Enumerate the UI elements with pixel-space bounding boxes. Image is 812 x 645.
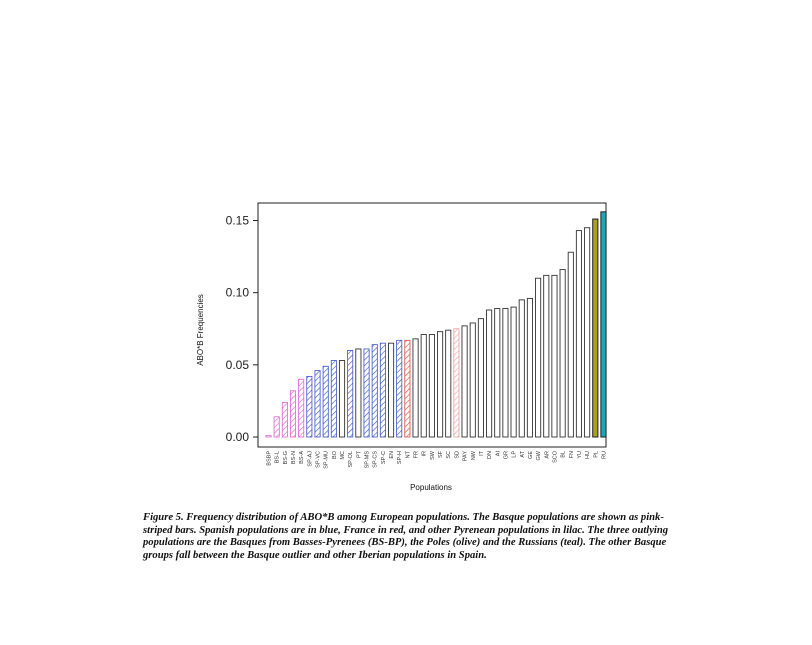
y-tick-label: 0.00 — [225, 430, 249, 444]
bar-ir — [421, 335, 426, 437]
x-tick-label: EN — [389, 451, 396, 459]
bar-gr — [503, 309, 508, 437]
bar-sp-ms — [364, 349, 369, 437]
bar-mc — [339, 361, 344, 437]
x-axis-label: Populations — [410, 483, 452, 492]
bar-sw — [429, 335, 434, 437]
bar-at — [519, 300, 524, 437]
x-tick-label: BS-L — [274, 451, 281, 464]
bar-sp-c — [380, 343, 385, 437]
x-tick-label: SP-CS — [372, 451, 379, 468]
x-tick-label: BO — [331, 451, 338, 459]
bar-sco — [552, 275, 557, 437]
bar-nw — [470, 323, 475, 437]
x-tick-label: AI — [495, 451, 502, 457]
bar-ai — [495, 309, 500, 437]
bar-it — [478, 319, 483, 437]
bar-bsbp — [266, 436, 271, 437]
x-tick-label: SP-MS — [364, 451, 371, 469]
x-tick-label: SC — [446, 451, 453, 459]
bar-pl — [593, 219, 598, 437]
bar-lp — [511, 307, 516, 437]
x-tick-label: SP-H — [397, 451, 404, 465]
x-tick-label: IT — [478, 451, 485, 456]
x-tick-label: PL — [593, 451, 600, 458]
x-tick-label: GW — [536, 451, 543, 461]
bar-en — [388, 343, 393, 437]
figure-caption: Figure 5. Frequency distribution of ABO*B among European populations. The Basque populations are shown as pink-striped bars. Spanish populations are in blue, France in red, and other Pyrenean populations in lilac. The three outlying populations are the Basques from Basses-Pyrenees (BS-BP), the Poles (olive) and the Russians (teal). The other Basque groups fall between the Basque outlier and other Iberian populations in Spain. — [143, 512, 669, 561]
x-tick-label: SD — [454, 451, 461, 459]
x-tick-label: SP-AJ — [307, 451, 314, 467]
bar-ru — [601, 212, 606, 437]
bar-yu — [576, 231, 581, 437]
x-tick-label: FN — [568, 451, 575, 459]
bar-sp-aj — [307, 376, 312, 437]
x-tick-label: BS-A — [299, 451, 306, 464]
x-tick-label: SP-VC — [315, 451, 322, 468]
category-labels — [267, 450, 608, 469]
x-tick-label: FR — [413, 451, 420, 459]
x-tick-label: BSBP — [266, 451, 273, 466]
bar-hu — [585, 228, 590, 437]
x-tick-label: GE — [527, 451, 534, 459]
x-tick-label: SF — [438, 451, 445, 459]
bar-sp-mu — [323, 366, 328, 437]
bar-sp-cs — [372, 345, 377, 437]
bar-sp-vc — [315, 371, 320, 437]
bar-bs-l — [274, 417, 279, 437]
bar-sd — [454, 329, 459, 437]
bar-pt — [356, 349, 361, 437]
bar-gw — [536, 278, 541, 437]
bar-bl — [560, 270, 565, 437]
x-tick-label: MC — [340, 451, 347, 460]
bar-sc — [446, 330, 451, 437]
x-tick-label: IR — [421, 451, 428, 457]
x-tick-label: LP — [511, 451, 518, 458]
x-tick-label: SP-OL — [348, 451, 355, 468]
x-tick-label: BS-N — [291, 451, 298, 465]
x-tick-label: BS-G — [282, 451, 289, 465]
y-tick-label: 0.10 — [225, 285, 249, 300]
x-tick-label: NT — [405, 451, 412, 459]
bars — [266, 212, 606, 437]
y-tick-label: 0.15 — [225, 213, 249, 228]
x-tick-label: RU — [601, 451, 608, 459]
bar-fr — [413, 339, 418, 437]
x-tick-label: SP-MU — [323, 451, 330, 469]
bar-bs-n — [290, 391, 295, 437]
bar-sp-h — [397, 340, 402, 437]
bar-sf — [437, 332, 442, 437]
x-tick-label: BL — [560, 451, 567, 458]
x-tick-label: GR — [503, 451, 510, 460]
bar-sp-ol — [348, 350, 353, 437]
y-axis-label: ABO*B Frequencies — [196, 294, 205, 366]
x-tick-label: PAY — [462, 451, 469, 462]
x-tick-label: AT — [519, 451, 526, 458]
bar-fn — [568, 252, 573, 437]
x-tick-label: SP-C — [380, 451, 387, 465]
bar-nt — [405, 340, 410, 437]
x-tick-label: AR — [544, 451, 551, 459]
x-tick-label: YU — [576, 451, 583, 459]
bar-ge — [527, 298, 532, 437]
x-tick-label: DN — [487, 451, 494, 459]
bar-bs-g — [282, 402, 287, 437]
bar-bs-a — [299, 379, 304, 437]
bar-pay — [462, 326, 467, 437]
bar-bo — [331, 361, 336, 437]
x-tick-label: HU — [585, 451, 592, 459]
x-tick-label: PT — [356, 451, 363, 459]
x-tick-label: NW — [470, 451, 477, 461]
y-tick-label: 0.05 — [225, 357, 249, 372]
bar-ar — [544, 275, 549, 437]
bar-dn — [486, 310, 491, 437]
x-tick-label: SCO — [552, 451, 559, 463]
x-tick-label: SW — [429, 451, 436, 460]
